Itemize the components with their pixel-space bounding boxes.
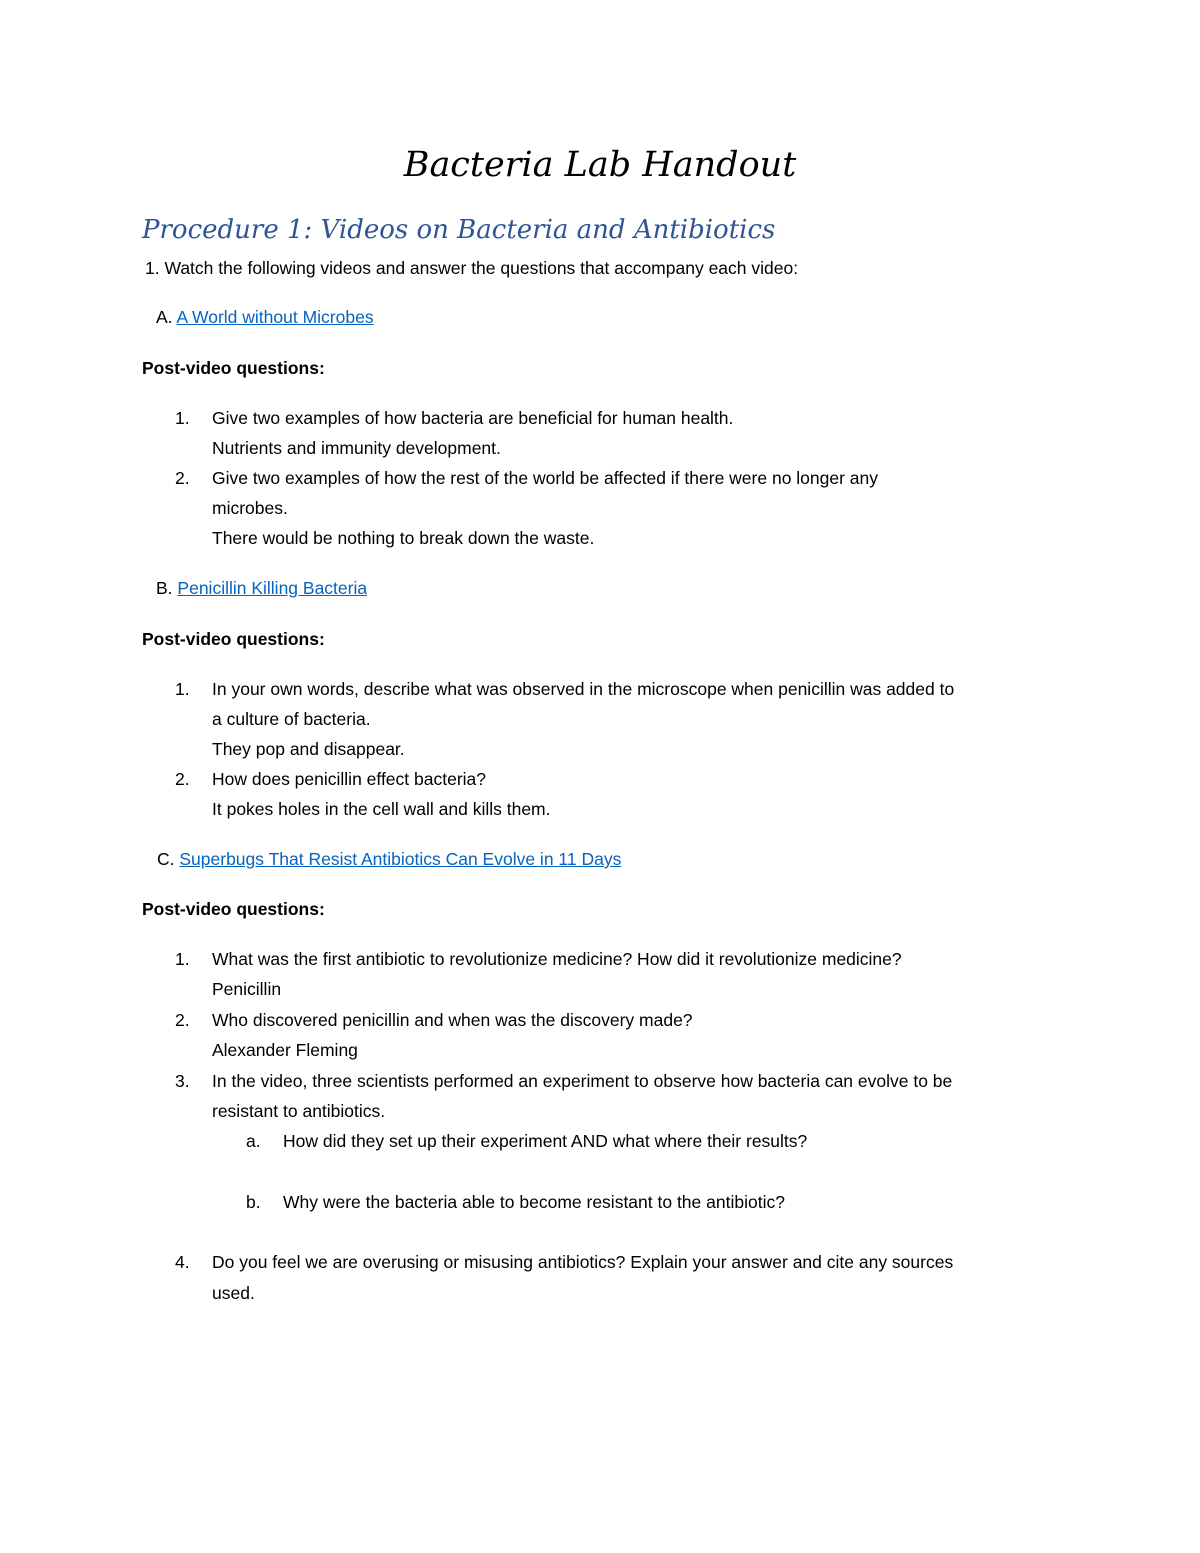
procedure-heading: Procedure 1: Videos on Bacteria and Antibiotics xyxy=(142,215,776,245)
question-c4-text-line2: used. xyxy=(212,1283,255,1303)
question-a2-text-line2: microbes. xyxy=(212,498,288,518)
question-b2-text: How does penicillin effect bacteria? xyxy=(212,769,487,789)
question-c4-text-line1: Do you feel we are overusing or misusing antibiotics? Explain your answer and cite any sources xyxy=(212,1252,954,1272)
question-a1-text: Give two examples of how bacteria are beneficial for human health. xyxy=(212,408,734,428)
subquestion-c3a-text: How did they set up their experiment AND what where their results? xyxy=(283,1131,808,1151)
subquestion-letter: b. xyxy=(246,1192,261,1212)
question-number: 2. xyxy=(175,1010,190,1030)
question-number: 2. xyxy=(175,468,190,488)
section-b-heading xyxy=(156,573,367,603)
question-number: 1. xyxy=(175,949,190,969)
section-c-letter: C. xyxy=(157,849,175,869)
question-b1-text-line2: a culture of bacteria. xyxy=(212,709,371,729)
subquestion-letter: a. xyxy=(246,1131,261,1151)
video-link-penicillin-killing-bacteria[interactable]: Penicillin Killing Bacteria xyxy=(177,578,368,598)
post-video-label-a: Post-video questions: xyxy=(142,358,325,378)
answer-c1: Penicillin xyxy=(212,979,282,999)
question-number: 1. xyxy=(175,408,190,428)
video-link-a-world-without-microbes[interactable]: A World without Microbes xyxy=(176,307,374,327)
post-video-label-c: Post-video questions: xyxy=(142,899,325,919)
answer-a1: Nutrients and immunity development. xyxy=(212,438,501,458)
section-a-heading xyxy=(156,302,374,332)
question-c1-text: What was the first antibiotic to revolutionize medicine? How did it revolutionize medicine? xyxy=(212,949,902,969)
video-link-superbugs[interactable]: Superbugs That Resist Antibiotics Can Evolve in 11 Days xyxy=(179,849,622,869)
answer-b1: They pop and disappear. xyxy=(212,739,405,759)
answer-c2: Alexander Fleming xyxy=(212,1040,358,1060)
answer-b2: It pokes holes in the cell wall and kills them. xyxy=(212,799,551,819)
section-b-letter: B. xyxy=(156,578,173,598)
question-number: 1. xyxy=(175,679,190,699)
answer-a2: There would be nothing to break down the waste. xyxy=(212,528,595,548)
post-video-label-b: Post-video questions: xyxy=(142,629,325,649)
question-c3-text-line1: In the video, three scientists performed an experiment to observe how bacteria can evolve to be xyxy=(212,1071,953,1091)
question-b1-text-line1: In your own words, describe what was observed in the microscope when penicillin was added to xyxy=(212,679,955,699)
question-number: 2. xyxy=(175,769,190,789)
section-a-letter: A. xyxy=(156,307,173,327)
question-number: 4. xyxy=(175,1252,190,1272)
question-a2-text-line1: Give two examples of how the rest of the world be affected if there were no longer any xyxy=(212,468,879,488)
instruction-text: 1. Watch the following videos and answer the questions that accompany each video: xyxy=(145,258,799,278)
section-c-heading xyxy=(157,844,621,874)
question-number: 3. xyxy=(175,1071,190,1091)
subquestion-c3b-text: Why were the bacteria able to become resistant to the antibiotic? xyxy=(283,1192,785,1212)
question-c3-text-line2: resistant to antibiotics. xyxy=(212,1101,386,1121)
question-c2-text: Who discovered penicillin and when was the discovery made? xyxy=(212,1010,693,1030)
document-title: Bacteria Lab Handout xyxy=(403,145,797,185)
